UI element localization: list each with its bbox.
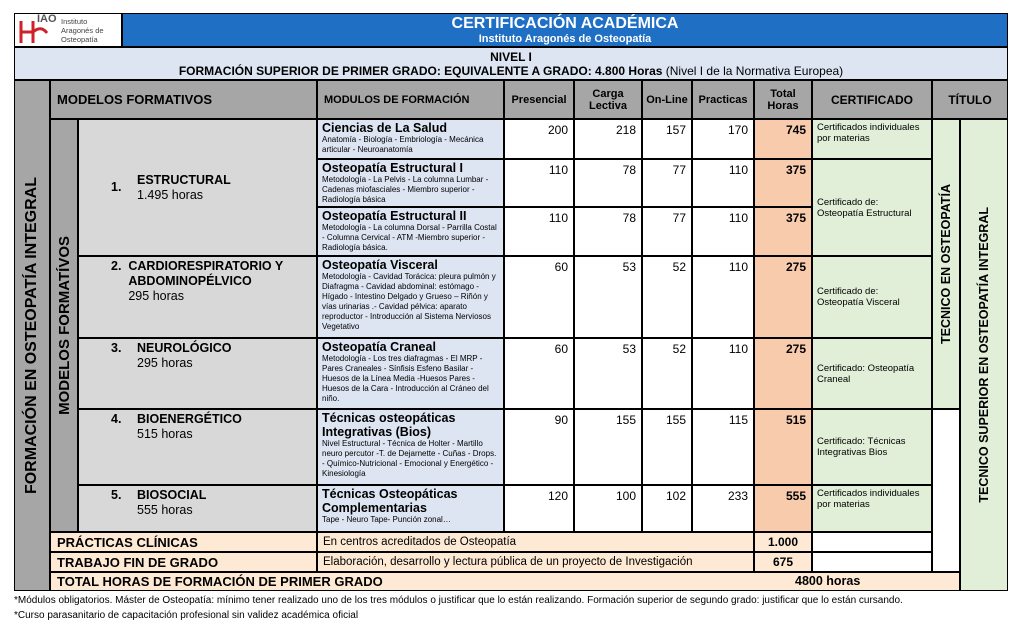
- module-description: Anatomía - Biología - Embriología - Mecánica articular - Neuroanatomía: [322, 135, 484, 154]
- practicas-hours: 1.000: [754, 532, 812, 552]
- module-cell: [317, 409, 504, 485]
- online-value: 77: [642, 159, 692, 207]
- module-title: Técnicas Osteopáticas Complementarias: [322, 487, 458, 515]
- practicas-value: 110: [692, 338, 754, 409]
- practicas-label: PRÁCTICAS CLÍNICAS: [50, 532, 317, 552]
- module-cell: [317, 485, 504, 532]
- presencial-value: 60: [504, 256, 574, 338]
- presencial-value: 90: [504, 409, 574, 485]
- total-value: 275: [754, 256, 812, 338]
- online-value: 155: [642, 409, 692, 485]
- logo-text: IAO: [37, 13, 57, 25]
- presencial-value: 60: [504, 338, 574, 409]
- carga-value: 218: [574, 119, 642, 159]
- level-banner: [14, 47, 1008, 80]
- total-label: TOTAL HORAS DE FORMACIÓN DE PRIMER GRADO: [57, 574, 383, 589]
- group-row: [78, 256, 317, 338]
- module-description: Tape - Neuro Tape- Punción zonal…: [322, 515, 451, 524]
- titulo-tecnico-superior: [960, 119, 1008, 591]
- presencial-value: 110: [504, 159, 574, 207]
- total-value: 555: [754, 485, 812, 532]
- presencial-value: 110: [504, 207, 574, 256]
- practicas-value: 110: [692, 159, 754, 207]
- footnote-1: *Módulos obligatorios. Máster de Osteopatía: mínimo tener realizado uno de los tres módulos o justificar que lo están realizando. Formación superior de segundo grado: justificar que lo están cursando.: [14, 595, 903, 606]
- tfg-label: TRABAJO FIN DE GRADO: [50, 552, 317, 572]
- group-row: [78, 338, 317, 409]
- practicas-cert-empty: [812, 532, 932, 552]
- module-title: Técnicas osteopáticas Integrativas (Bios): [322, 411, 456, 439]
- tfg-cert-empty: [812, 552, 932, 572]
- group-number: 4.: [111, 412, 122, 426]
- presencial-value: 200: [504, 119, 574, 159]
- group-name: BIOSOCIAL: [137, 488, 207, 502]
- page-subtitle: Instituto Aragonés de Osteopatía: [478, 32, 652, 45]
- group-row: [78, 119, 317, 256]
- module-description: Nivel Estructural - Técnica de Holter - Martillo neuro percutor -T. de Dejarnette - Cuñas - Drops. - Químico-Nutricional - Emocional y Energético - Kinesiología: [322, 439, 497, 478]
- level-name: NIVEL I: [490, 49, 532, 64]
- group-name: BIOENERGÉTICO: [137, 412, 242, 426]
- group-name: ESTRUCTURAL: [137, 172, 231, 187]
- carga-value: 155: [574, 409, 642, 485]
- col-header-modelos: MODELOS FORMATIVOS: [50, 80, 317, 119]
- practicas-description: En centros acreditados de Osteopatía: [317, 532, 754, 552]
- group-hours: 555 horas: [137, 503, 193, 517]
- group-hours: 295 horas: [137, 356, 193, 370]
- online-value: 52: [642, 338, 692, 409]
- group-number: 2.: [111, 259, 122, 273]
- col-header-online: On-Line: [642, 80, 692, 119]
- outer-side-label-text: FORMACIÓN EN OSTEOPATÍA INTEGRAL: [23, 176, 40, 495]
- module-title: Osteopatía Visceral: [322, 258, 438, 272]
- total-value: 515: [754, 409, 812, 485]
- module-cell: [317, 338, 504, 409]
- outer-side-label: [14, 80, 50, 591]
- logo-line-3: Osteopatía: [61, 35, 98, 44]
- group-name: CARDIORESPIRATORIO Y ABDOMINOPÉLVICO: [128, 259, 284, 288]
- group-hours: 1.495 horas: [137, 187, 204, 202]
- inner-side-label-text: MODELOS FORMATÍVOS: [55, 236, 73, 415]
- group-row: [78, 409, 317, 485]
- practicas-value: 110: [692, 207, 754, 256]
- carga-value: 78: [574, 159, 642, 207]
- group-hours: 295 horas: [128, 289, 184, 303]
- module-description: Metodología - Cavidad Torácica: pleura pulmón y Diafragma - Cavidad abdominal: estómago - Hígado - Intestino Delgado y Grueso – Riñón y vías urinarias .- Cavidad pélvica: aparato reproductor - Introducción al Sistema Nerviosos Vegetativo: [322, 272, 496, 331]
- tfg-description: Elaboración, desarrollo y lectura pública de un proyecto de Investigación: [317, 552, 754, 572]
- module-cell: [317, 159, 504, 207]
- online-value: 77: [642, 207, 692, 256]
- carga-value: 100: [574, 485, 642, 532]
- title-banner: [122, 13, 1008, 47]
- total-value: 375: [754, 207, 812, 256]
- titulo-tecnico-superior-text: TECNICO SUPERIOR EN OSTEOPATÍA INTEGRAL: [977, 207, 991, 503]
- page-title: CERTIFICACIÓN ACADÉMICA: [451, 14, 679, 32]
- module-title: Ciencias de La Salud: [322, 121, 448, 135]
- certificate-cell: Certificado: Técnicas Integrativas Bios: [812, 409, 932, 485]
- practicas-value: 110: [692, 256, 754, 338]
- logo-line-2: Aragonés de: [61, 26, 104, 35]
- presencial-value: 120: [504, 485, 574, 532]
- module-description: Metodología - La columna Dorsal - Parrilla Costal - Columna Cervical - ATM -Miembro superior - Radiología básica.: [322, 223, 497, 252]
- titulo-empty-cell: [932, 409, 960, 572]
- level-note: (Nivel I de la Normativa Europea): [665, 63, 844, 78]
- practicas-value: 233: [692, 485, 754, 532]
- col-header-certificado: CERTIFICADO: [812, 80, 932, 119]
- module-title: Osteopatía Craneal: [322, 340, 436, 354]
- total-hours: 4800 horas: [795, 574, 861, 588]
- online-value: 52: [642, 256, 692, 338]
- module-description: Metodología - Los tres diafragmas - El MRP - Pares Craneales - Sínfisis Esfeno Basilar - Huesos de la Línea Media -Huesos Pares - Huesos de la Cara - Introducción al Cráneo del niño.: [322, 354, 489, 403]
- module-cell: [317, 207, 504, 256]
- carga-value: 53: [574, 256, 642, 338]
- logo-line-1: Instituto: [61, 17, 88, 26]
- practicas-value: 115: [692, 409, 754, 485]
- group-number: 1.: [111, 180, 122, 194]
- module-cell: [317, 256, 504, 338]
- module-description: Metodología - La Pelvis - La columna Lumbar - Cadenas miofasciales - Miembro superior - Radiología básica: [322, 175, 489, 204]
- certificate-cell: Certificado de: Osteopatía Estructural: [812, 159, 932, 256]
- certificate-cell: Certificado: Osteopatía Craneal: [812, 338, 932, 409]
- group-number: 5.: [111, 488, 122, 502]
- group-hours: 515 horas: [137, 427, 193, 441]
- module-cell: [317, 119, 504, 159]
- col-header-titulo: TÍTULO: [932, 80, 1008, 119]
- carga-value: 78: [574, 207, 642, 256]
- carga-value: 53: [574, 338, 642, 409]
- total-value: 375: [754, 159, 812, 207]
- certificate-cell: Certificados individuales por materias: [812, 485, 932, 532]
- total-value: 275: [754, 338, 812, 409]
- certificate-cell: Certificado de: Osteopatía Visceral: [812, 256, 932, 338]
- group-name: NEUROLÓGICO: [137, 341, 232, 355]
- col-header-modulos: MODULOS DE FORMACIÓN: [317, 80, 504, 119]
- online-value: 102: [642, 485, 692, 532]
- practicas-value: 170: [692, 119, 754, 159]
- col-header-practicas: Practicas: [692, 80, 754, 119]
- institute-logo: [14, 13, 122, 47]
- group-row: [78, 485, 317, 532]
- col-header-carga: Carga Lectiva: [574, 80, 642, 119]
- titulo-tecnico-text: TECNICO EN OSTEOPATÍA: [939, 184, 953, 344]
- module-title: Osteopatía Estructural II: [322, 209, 467, 223]
- total-value: 745: [754, 119, 812, 159]
- group-number: 3.: [111, 341, 122, 355]
- online-value: 157: [642, 119, 692, 159]
- tfg-hours: 675: [754, 552, 812, 572]
- col-header-presencial: Presencial: [504, 80, 574, 119]
- titulo-tecnico: [932, 119, 960, 409]
- footnote-2: *Curso parasanitario de capacitación profesional sin validez académica oficial: [14, 610, 359, 621]
- level-description: FORMACIÓN SUPERIOR DE PRIMER GRADO: EQUIVALENTE A GRADO: 4.800 Horas: [178, 63, 663, 78]
- module-title: Osteopatía Estructural I: [322, 161, 464, 175]
- col-header-total: Total Horas: [754, 80, 812, 119]
- certificate-cell: Certificados individuales por materias: [812, 119, 932, 159]
- total-row: [50, 572, 960, 591]
- inner-side-label: [50, 119, 78, 532]
